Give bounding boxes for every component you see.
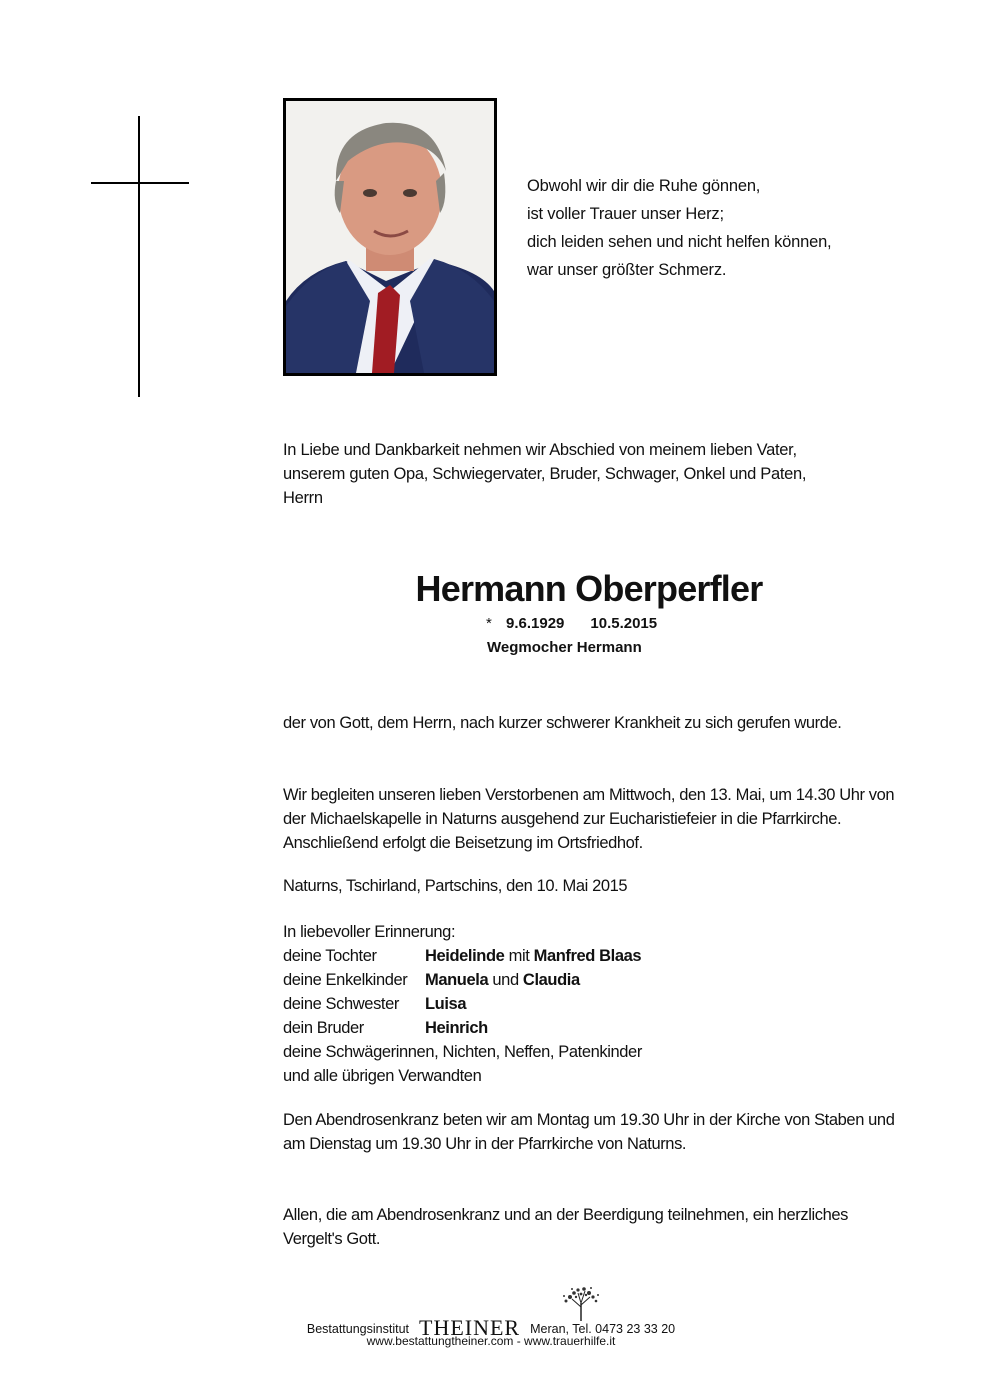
poem-line: Obwohl wir dir die Ruhe gönnen, xyxy=(527,177,761,195)
family-member-name: Luisa xyxy=(425,995,467,1013)
family-row-relatives: und alle übrigen Verwandten xyxy=(283,1067,482,1085)
thanks-paragraph: Allen, die am Abendrosenkranz und an der Beerdigung teilnehmen, ein herzliches Vergelt's Gott. xyxy=(283,1206,849,1248)
poem-line: dich leiden sehen und nicht helfen können, xyxy=(527,233,832,251)
family-row-daughter xyxy=(283,944,903,968)
birth-date: 9.6.1929 xyxy=(506,615,565,632)
relation-label: deine Enkelkinder xyxy=(283,971,408,989)
family-row-brother xyxy=(283,1016,903,1040)
intro-line: unserem guten Opa, Schwiegervater, Bruder, Schwager, Onkel und Paten, xyxy=(283,465,807,483)
connector: mit xyxy=(504,947,534,965)
portrait-photo xyxy=(283,98,497,376)
life-dates xyxy=(486,615,657,632)
family-row-sister xyxy=(283,992,903,1016)
relation-label: deine Tochter xyxy=(283,947,377,965)
relation-label: deine Schwester xyxy=(283,995,399,1013)
footer-websites: www.bestattungtheiner.com - www.trauerhilfe.it xyxy=(366,1334,616,1348)
poem-line: war unser größter Schmerz. xyxy=(527,261,727,279)
cross-horizontal-bar xyxy=(91,182,189,184)
family-member-name: Manuela xyxy=(425,971,489,989)
deceased-name: Hermann Oberperfler xyxy=(415,568,763,609)
footer-contact: Meran, Tel. 0473 23 33 20 xyxy=(530,1322,676,1336)
family-member-name: Manfred Blaas xyxy=(533,947,642,965)
place-date: Naturns, Tschirland, Partschins, den 10. Mai 2015 xyxy=(283,877,628,895)
deceased-nickname: Wegmocher Hermann xyxy=(487,639,642,656)
portrait-illustration xyxy=(286,101,494,373)
family-member-name: Heinrich xyxy=(425,1019,488,1037)
footer-brand: THEINER xyxy=(419,1315,521,1340)
cross-vertical-bar xyxy=(138,116,140,397)
memorial-poem xyxy=(527,172,927,284)
relation-label: dein Bruder xyxy=(283,1019,364,1037)
family-heading: In liebevoller Erinnerung: xyxy=(283,923,456,941)
poem-line: ist voller Trauer unser Herz; xyxy=(527,205,724,223)
funeral-paragraph: Wir begleiten unseren lieben Verstorbenen am Mittwoch, den 13. Mai, um 14.30 Uhr von der Michaelskapelle in Naturns ausgehend zur Eucharistiefeier in die Pfarrkirche. Anschließend erfolgt die Beisetzung im Ortsfriedhof. xyxy=(283,786,895,852)
family-member-name: Heidelinde xyxy=(425,947,505,965)
called-home-paragraph: der von Gott, dem Herrn, nach kurzer schwerer Krankheit zu sich gerufen wurde. xyxy=(283,714,842,732)
connector: und xyxy=(488,971,523,989)
family-member-name: Claudia xyxy=(522,971,580,989)
intro-line: Herrn xyxy=(283,489,323,507)
rosary-paragraph: Den Abendrosenkranz beten wir am Montag um 19.30 Uhr in der Kirche von Staben und am Dienstag um 19.30 Uhr in der Pfarrkirche von Naturns. xyxy=(283,1111,895,1153)
birth-symbol: * xyxy=(486,615,492,632)
death-date: 10.5.2015 xyxy=(590,615,658,632)
intro-line: In Liebe und Dankbarkeit nehmen wir Abschied von meinem lieben Vater, xyxy=(283,441,797,459)
footer-institute: Bestattungsinstitut xyxy=(306,1322,410,1336)
family-row-in-laws: deine Schwägerinnen, Nichten, Neffen, Patenkinder xyxy=(283,1043,642,1061)
family-list xyxy=(283,920,903,1088)
family-row-grandchildren xyxy=(283,968,903,992)
intro-paragraph xyxy=(283,438,903,510)
